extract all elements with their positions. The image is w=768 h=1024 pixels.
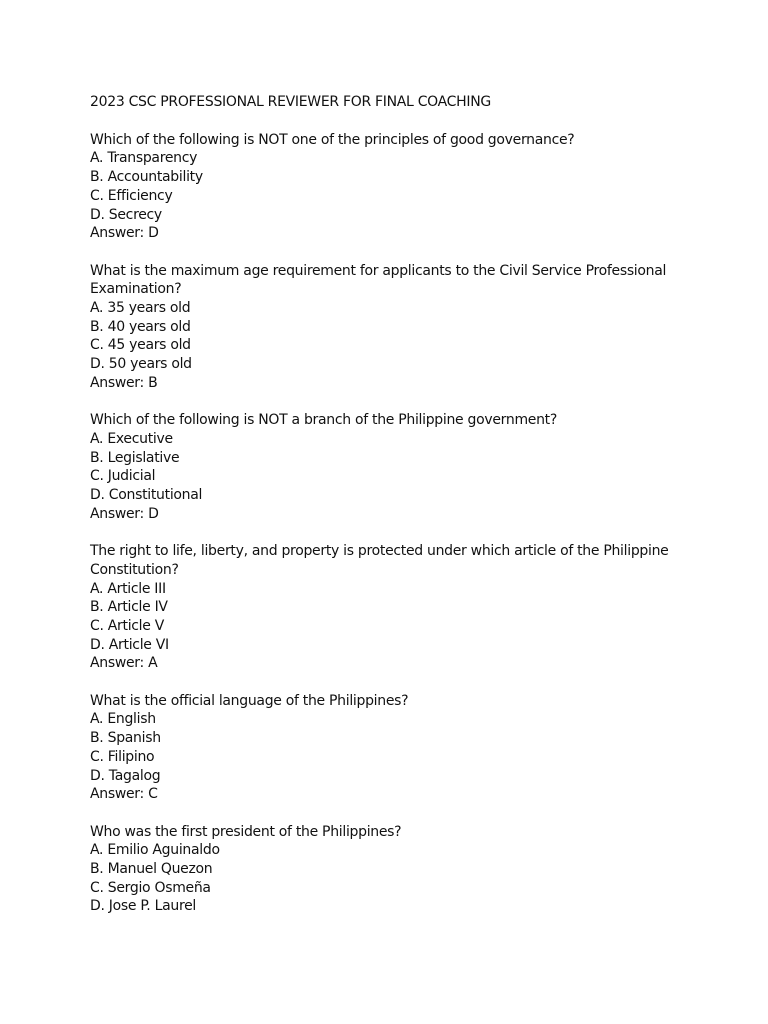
answer-option: B. 40 years old — [90, 318, 191, 335]
answer-option: D. Constitutional — [90, 487, 203, 504]
answer-option: D. 50 years old — [90, 356, 192, 373]
answer-option: A. Article III — [90, 580, 166, 597]
answer-option: A. Transparency — [90, 150, 198, 167]
answer-option: A. Executive — [90, 430, 173, 447]
answer-option: D. Article VI — [90, 636, 169, 653]
answer-key: Answer: A — [90, 655, 158, 672]
question-block — [90, 262, 690, 393]
question-text: Who was the first president of the Philippines? — [90, 823, 402, 840]
question-text: Constitution? — [90, 561, 179, 578]
answer-option: A. English — [90, 711, 156, 728]
question-text: Which of the following is NOT one of the principles of good governance? — [90, 131, 575, 148]
question-block — [90, 823, 690, 917]
document-title: 2023 CSC PROFESSIONAL REVIEWER FOR FINAL COACHING — [90, 94, 491, 110]
answer-option: A. Emilio Aguinaldo — [90, 842, 220, 859]
answer-option: B. Spanish — [90, 730, 161, 747]
answer-key: Answer: B — [90, 374, 158, 391]
answer-option: D. Jose P. Laurel — [90, 898, 196, 915]
question-block — [90, 692, 690, 804]
question-text: Which of the following is NOT a branch of the Philippine government? — [90, 412, 557, 429]
question-text: The right to life, liberty, and property is protected under which article of the Philippine — [90, 543, 669, 560]
document-content — [90, 93, 690, 935]
answer-option: B. Article IV — [90, 599, 168, 616]
answer-option: B. Accountability — [90, 169, 203, 186]
answer-option: C. Judicial — [90, 468, 156, 485]
answer-option: A. 35 years old — [90, 300, 191, 317]
answer-option: D. Tagalog — [90, 767, 161, 784]
answer-option: C. Sergio Osmeña — [90, 879, 211, 896]
answer-option: C. Article V — [90, 617, 165, 634]
question-text: What is the maximum age requirement for applicants to the Civil Service Professional — [90, 262, 667, 279]
question-block — [90, 542, 690, 673]
answer-option: D. Secrecy — [90, 206, 162, 223]
answer-option: B. Legislative — [90, 449, 180, 466]
question-text: What is the official language of the Philippines? — [90, 692, 409, 709]
question-block — [90, 411, 690, 523]
answer-key: Answer: D — [90, 505, 159, 522]
answer-key: Answer: C — [90, 786, 158, 803]
question-block — [90, 131, 690, 243]
answer-option: C. Efficiency — [90, 187, 173, 204]
question-list — [90, 131, 690, 916]
answer-option: C. 45 years old — [90, 337, 191, 354]
answer-key: Answer: D — [90, 225, 159, 242]
answer-option: C. Filipino — [90, 748, 155, 765]
answer-option: B. Manuel Quezon — [90, 861, 213, 878]
question-text: Examination? — [90, 281, 182, 298]
